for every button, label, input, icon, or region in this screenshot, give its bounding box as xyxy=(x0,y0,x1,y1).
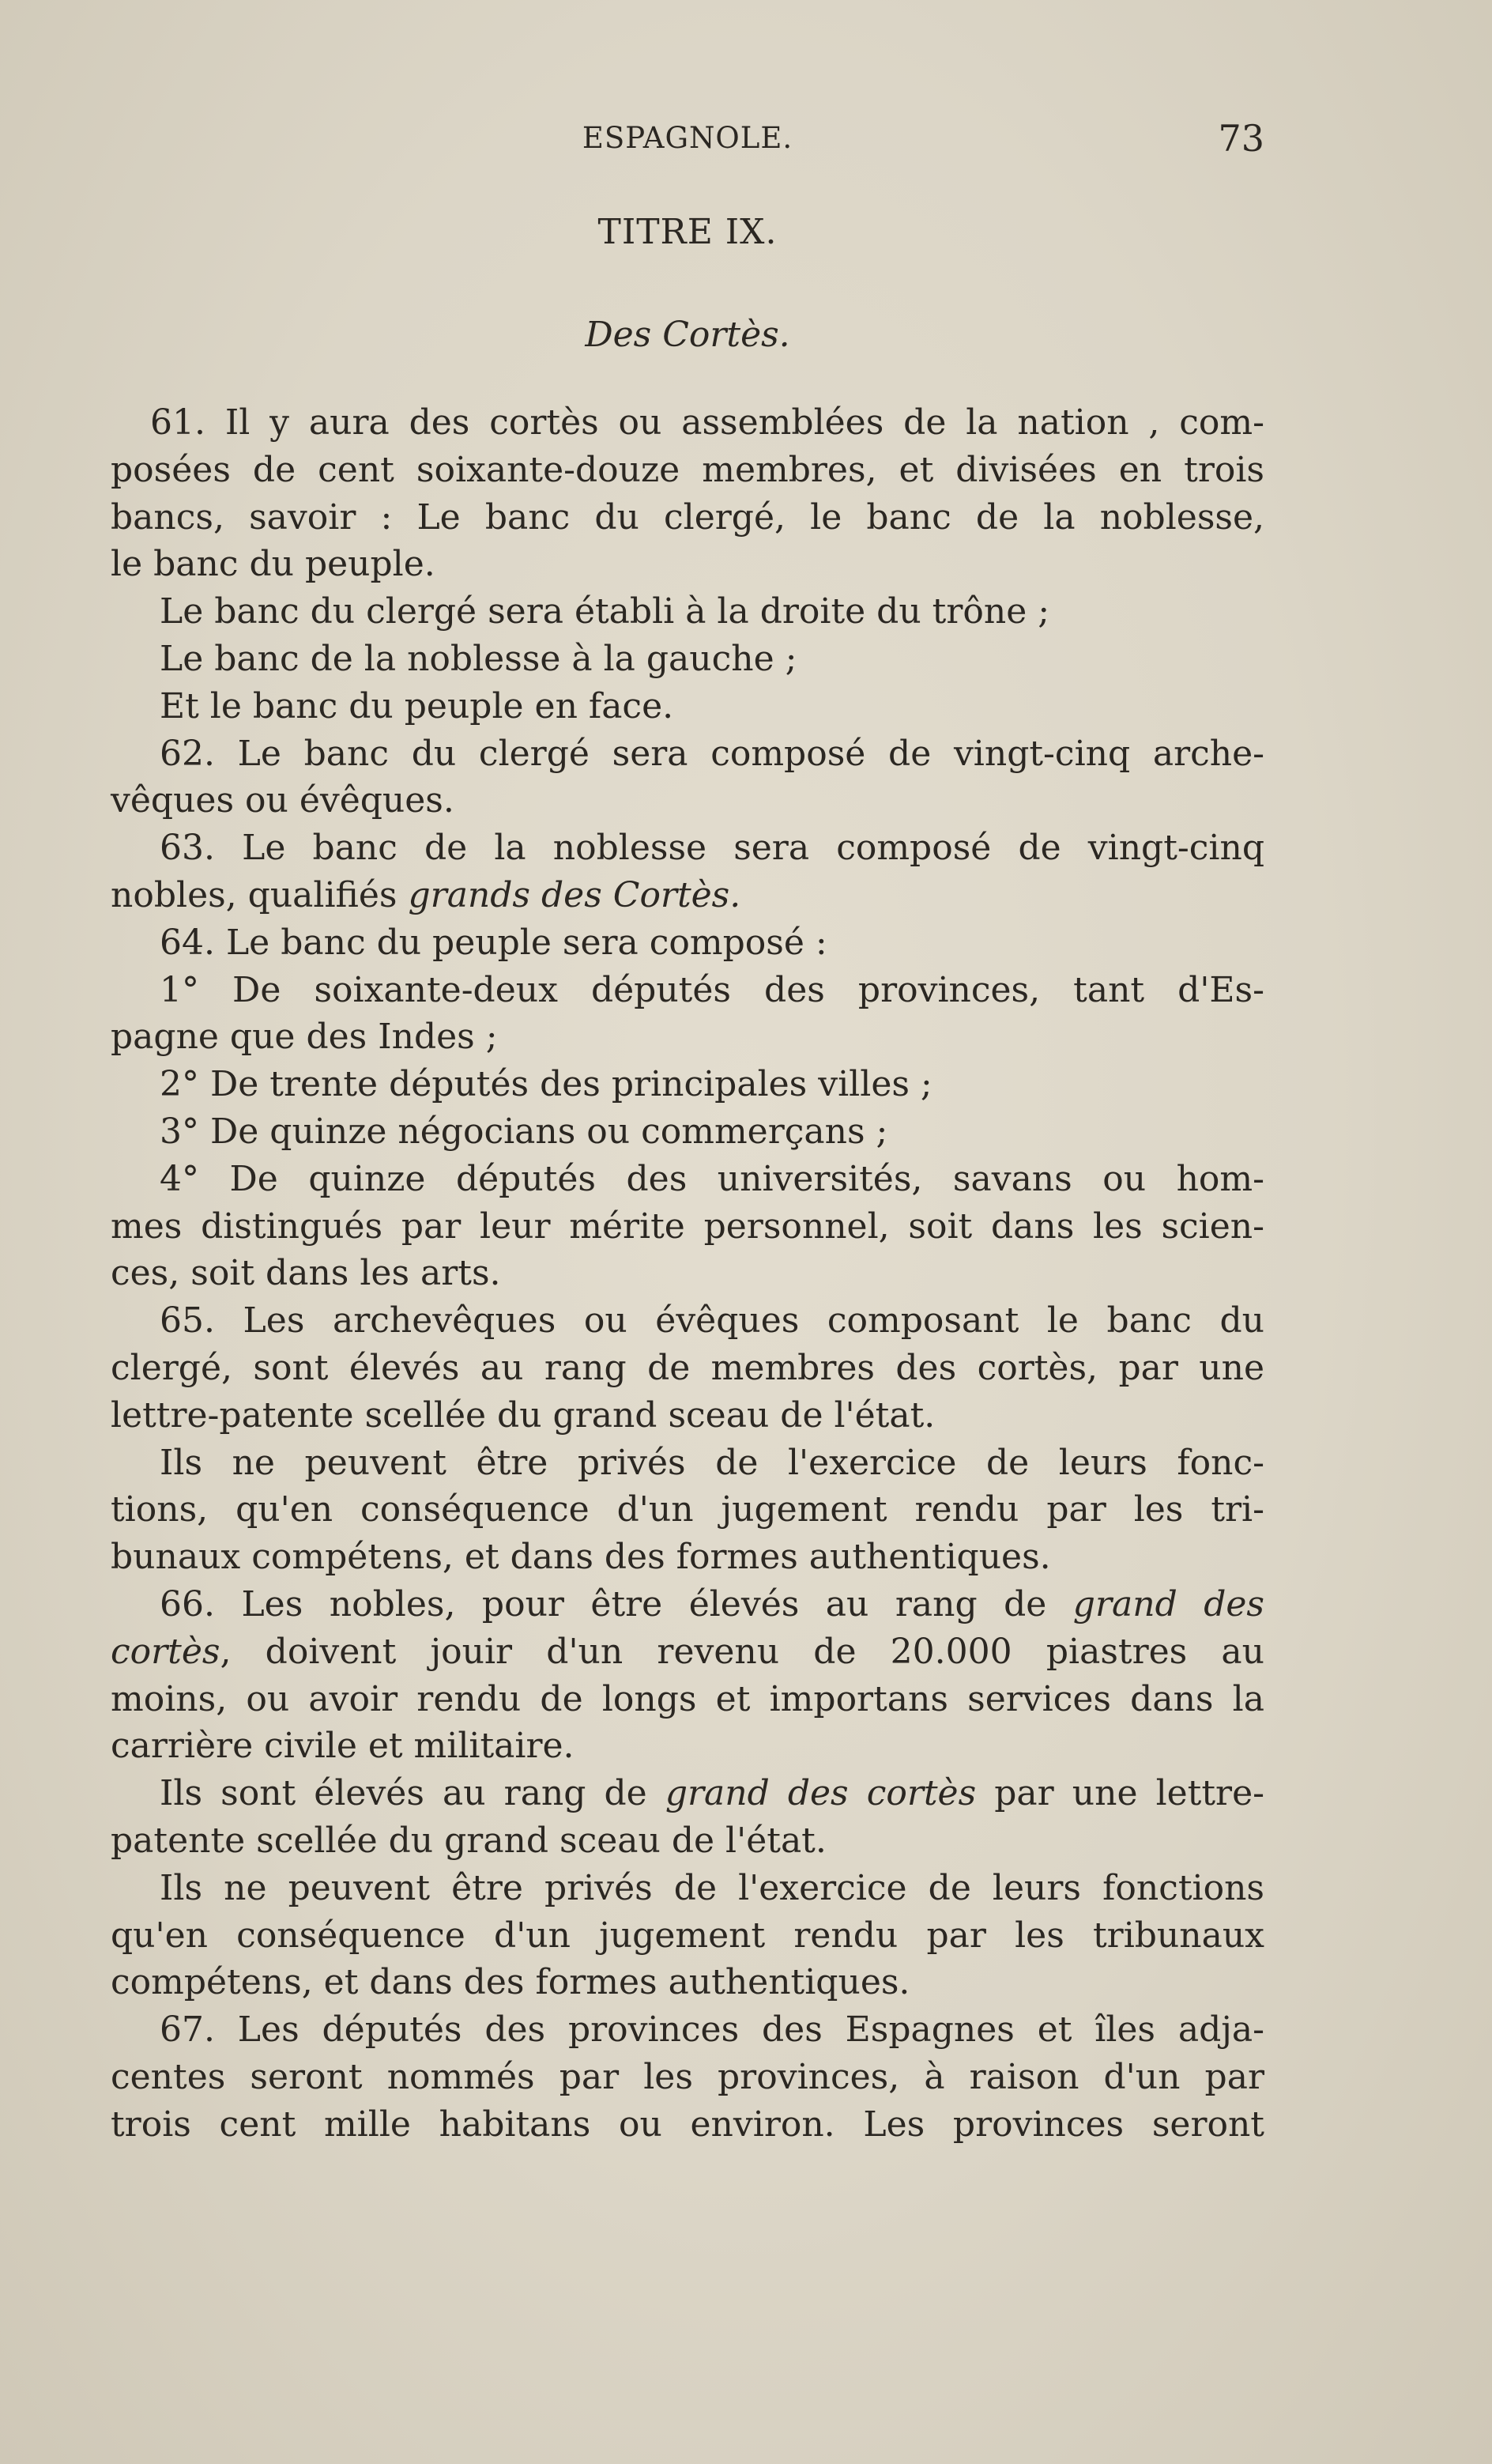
text-line: ces, soit dans les arts. xyxy=(111,1253,501,1294)
text-line: trois cent mille habitans ou environ. Les provinces seront xyxy=(111,2104,1264,2145)
text-line: clergé, sont élevés au rang de membres des cortès, par une xyxy=(111,1347,1264,1388)
text-line: carrière civile et militaire. xyxy=(111,1726,575,1767)
running-head xyxy=(0,111,1492,166)
text-line: 63. Le banc de la noblesse sera composé de vingt-cinq xyxy=(160,828,1264,869)
body-text xyxy=(111,399,1264,2148)
text-line: 3° De quinze négocians ou commerçans ; xyxy=(160,1111,888,1152)
text-line: centes seront nommés par les provinces, à raison d'un par xyxy=(111,2056,1264,2097)
italic-term: grands des Cortès. xyxy=(408,874,741,915)
text-line: 64. Le banc du peuple sera composé : xyxy=(160,922,827,963)
running-title: ESPAGNOLE. xyxy=(582,121,793,155)
text-line xyxy=(111,872,1264,919)
text-line: 2° De trente députés des principales villes ; xyxy=(160,1064,932,1105)
text-segment: nobles, qualifiés xyxy=(111,874,409,915)
text-line: le banc du peuple. xyxy=(111,544,435,585)
text-line: Ils ne peuvent être privés de l'exercice de leurs fonctions xyxy=(160,1867,1264,1908)
chapter-heading: TITRE IX. xyxy=(597,212,778,252)
page-number: 73 xyxy=(1218,117,1264,160)
text-line: pagne que des Indes ; xyxy=(111,1017,498,1058)
text-line: qu'en conséquence d'un jugement rendu par les tribunaux xyxy=(111,1915,1264,1956)
text-line: 1° De soixante-deux députés des provinces, tant d'Es- xyxy=(160,969,1264,1010)
text-line xyxy=(111,1581,1264,1628)
text-line xyxy=(111,1628,1264,1676)
text-line: moins, ou avoir rendu de longs et importans services dans la xyxy=(111,1678,1264,1719)
text-line: 61. Il y aura des cortès ou assemblées de la nation , com- xyxy=(150,402,1264,443)
text-line: Et le banc du peuple en face. xyxy=(160,685,674,726)
text-segment: par une lettre- xyxy=(976,1773,1264,1814)
text-line: 65. Les archevêques ou évêques composant le banc du xyxy=(160,1300,1264,1341)
text-line: bunaux compétens, et dans des formes authentiques. xyxy=(111,1537,1051,1578)
text-line: Ils ne peuvent être privés de l'exercice de leurs fonc- xyxy=(160,1442,1264,1483)
text-line: vêques ou évêques. xyxy=(111,780,454,821)
text-segment: Ils sont élevés au rang de xyxy=(160,1773,665,1814)
text-line: tions, qu'en conséquence d'un jugement rendu par les tri- xyxy=(111,1489,1264,1530)
italic-term: cortès xyxy=(111,1631,220,1672)
text-segment: , doivent jouir d'un revenu de 20.000 piastres au xyxy=(220,1631,1264,1672)
italic-term: grand des xyxy=(1072,1583,1264,1624)
text-line: Le banc de la noblesse à la gauche ; xyxy=(160,638,797,679)
text-line: 4° De quinze députés des universités, savans ou hom- xyxy=(160,1158,1264,1199)
text-line: lettre-patente scellée du grand sceau de l'état. xyxy=(111,1394,936,1436)
text-line: bancs, savoir : Le banc du clergé, le banc de la noblesse, xyxy=(111,496,1264,538)
text-line: mes distingués par leur mérite personnel, soit dans les scien- xyxy=(111,1206,1264,1247)
chapter-subtitle: Des Cortès. xyxy=(585,315,790,355)
text-line: 67. Les députés des provinces des Espagnes et îles adja- xyxy=(160,2009,1264,2051)
text-line: Le banc du clergé sera établi à la droite du trône ; xyxy=(160,591,1050,632)
text-line xyxy=(111,1770,1264,1817)
italic-term: grand des cortès xyxy=(665,1773,977,1814)
text-line: 62. Le banc du clergé sera composé de vingt-cinq arche- xyxy=(160,733,1264,774)
text-line: compétens, et dans des formes authentiques. xyxy=(111,1962,910,2003)
text-line: patente scellée du grand sceau de l'état. xyxy=(111,1820,827,1861)
text-segment: 66. Les nobles, pour être élevés au rang de xyxy=(160,1583,1073,1624)
text-line: posées de cent soixante-douze membres, et divisées en trois xyxy=(111,449,1264,490)
